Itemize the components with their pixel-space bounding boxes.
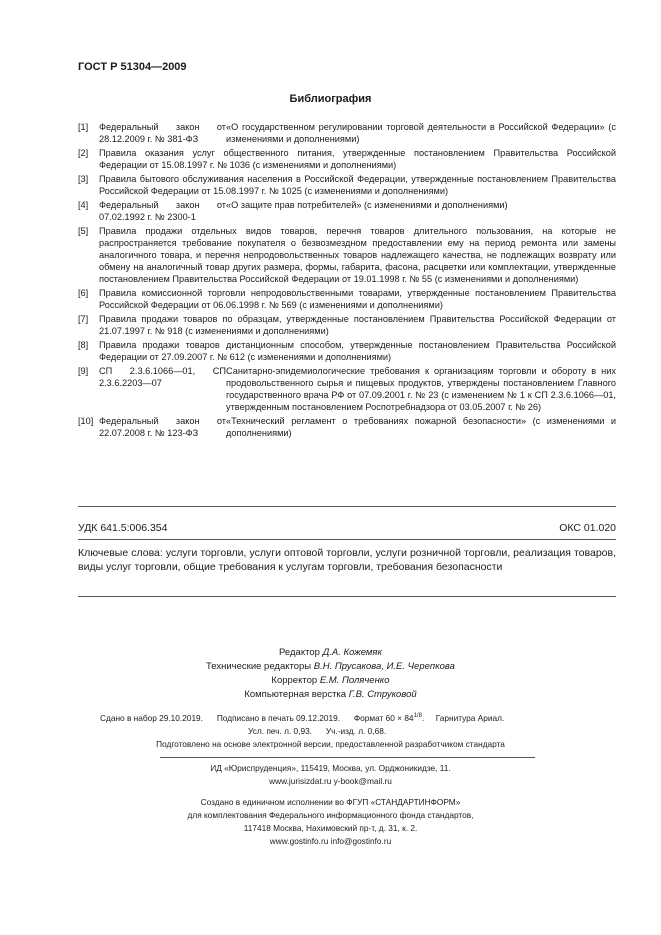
item-title: «О защите прав потребителей» (с изменениями и дополнениями) [226,200,508,210]
item-source: Федеральный закон от 22.07.2008 г. № 123-ФЗ [99,416,226,438]
print-info [100,710,600,738]
item-number: [8] [78,340,89,350]
print-format: Формат $60 \times 84^{1/8}$. [353,712,425,723]
print-pub-sheets: Уч.-изд. л. 0,68. [325,725,387,736]
credit-proofreader: Корректор Е.М. Поляченко [271,675,390,686]
creator-address: 117418 Москва, Нахимовский пр-т, д. 31, к. 2. [243,823,418,833]
document-header: ГОСТ Р 51304—2009 [78,61,187,73]
bibliography-item [78,287,616,311]
bibliography-item [78,415,616,439]
item-number: [7] [78,314,89,324]
oks-code: ОКС 01.020 [559,522,616,534]
item-title: Санитарно-эпидемиологические требования к организациям торговли и обороту в них продовольственного сырья и пищевых продуктов, утверждены постановлением Главного государственного врача РФ от 07.09.2001 г. № 23 (с изменением № 1 к СП 2.3.6.1066—01, утвержденным постановлением Роспотребнадзора от 03.05.2007 г. № 26) [226,366,616,412]
bibliography-item [78,339,616,363]
publisher-block [0,762,661,788]
bibliography-list [78,121,616,441]
item-number: [1] [78,122,89,132]
item-number: [4] [78,200,89,210]
publisher-address: ИД «Юриспруденция», 115419, Москва, ул. Орджоникидзе, 11. [210,763,451,773]
item-source: Федеральный закон от 28.12.2009 г. № 381-ФЗ [99,122,226,144]
item-number: [2] [78,148,89,158]
print-sheets: Усл. печ. л. 0,93. [248,725,312,736]
item-number: [3] [78,174,89,184]
item-title: «Технический регламент о требованиях пожарной безопасности» (с изменениями и дополнениями) [226,416,616,438]
middle-divider [78,539,616,540]
publisher-contacts: www.jurisizdat.ru y-book@mail.ru [269,776,392,786]
prepared-note: Подготовлено на основе электронной версии, предоставленной разработчиком стандарта [156,739,505,749]
item-number: [10] [78,416,94,426]
item-source: СП 2.3.6.1066—01, СП 2.3.6.2203—07 [99,366,226,388]
udk-code: УДК 641.5:006.354 [78,522,168,534]
item-text: Правила комиссионной торговли непродовольственными товарами, утвержденные постановлением Правительства Российской Федерации от 06.06.1998 г. № 569 (с изменениями и дополнениями) [99,288,616,310]
creator-contacts: www.gostinfo.ru info@gostinfo.ru [269,836,392,846]
item-number: [6] [78,288,89,298]
bibliography-item [78,225,616,285]
creator-block [0,796,661,848]
credit-layout: Компьютерная верстка Г.В. Струковой [244,689,417,700]
item-number: [9] [78,366,89,376]
print-set-date: Сдано в набор 29.10.2019. [100,712,203,723]
item-text: Правила оказания услуг общественного питания, утвержденные постановлением Правительства Российской Федерации от 15.08.1997 г. № 1036 (с изменениями и дополнениями) [99,148,616,170]
keywords: Ключевые слова: услуги торговли, услуги оптовой торговли, услуги розничной торговли, реализация товаров, виды услуг торговли, общие требования к услугам торговли, требования безопасности [78,547,616,573]
bottom-divider [78,596,616,597]
item-source: Федеральный закон от 07.02.1992 г. № 2300-1 [99,200,226,222]
item-title: «О государственном регулировании торговой деятельности в Российской Федерации» (с изменениями и дополнениями) [226,122,616,144]
bibliography-item [78,199,616,223]
credits-block [0,646,661,702]
bibliography-title: Библиография [289,93,372,105]
item-text: Правила продажи отдельных видов товаров, перечня товаров длительного пользования, на которые не распространяется требование покупателя о безвозмездном предоставлении ему на период ремонта или замены аналогичного товара, и перечня непродовольственных товаров надлежащего качества, не подлежащих возврату или обмену на аналогичный товар других размера, формы, габарита, фасона, расцветки или комплектации, утвержденные постановлением Правительства Российской Федерации от 19.01.1998 г. № 55 (с изменениями и дополнениями) [99,226,616,284]
item-text: Правила продажи товаров дистанционным способом, утвержденные постановлением Правительства Российской Федерации от 27.09.2007 г. № 612 (с изменениями и дополнениями) [99,340,616,362]
creator-line: для комплектования Федерального информационного фонда стандартов, [187,810,474,820]
bibliography-item [78,173,616,197]
bibliography-item [78,147,616,171]
item-text: Правила бытового обслуживания населения в Российской Федерации, утвержденные постановлением Правительства Российской Федерации от 15.08.1997 г. № 1025 (с изменениями и дополнениями) [99,174,616,196]
creator-line: Создано в единичном исполнении во ФГУП «СТАНДАРТИНФОРМ» [200,797,461,807]
bibliography-item [78,313,616,337]
print-signed-date: Подписано в печать 09.12.2019. [216,712,341,723]
print-divider [160,757,535,758]
credit-editor: Редактор Д.А. Кожемяк [279,647,382,658]
item-number: [5] [78,226,89,236]
item-text: Правила продажи товаров по образцам, утвержденные постановлением Правительства Российской Федерации от 21.07.1997 г. № 918 (с изменениями и дополнениями) [99,314,616,336]
bibliography-item [78,365,616,413]
bibliography-item [78,121,616,145]
top-divider [78,506,616,507]
print-font: Гарнитура Ариал. [435,712,505,723]
credit-tech-editors: Технические редакторы В.Н. Прусакова, И.Е. Черепкова [206,661,455,672]
